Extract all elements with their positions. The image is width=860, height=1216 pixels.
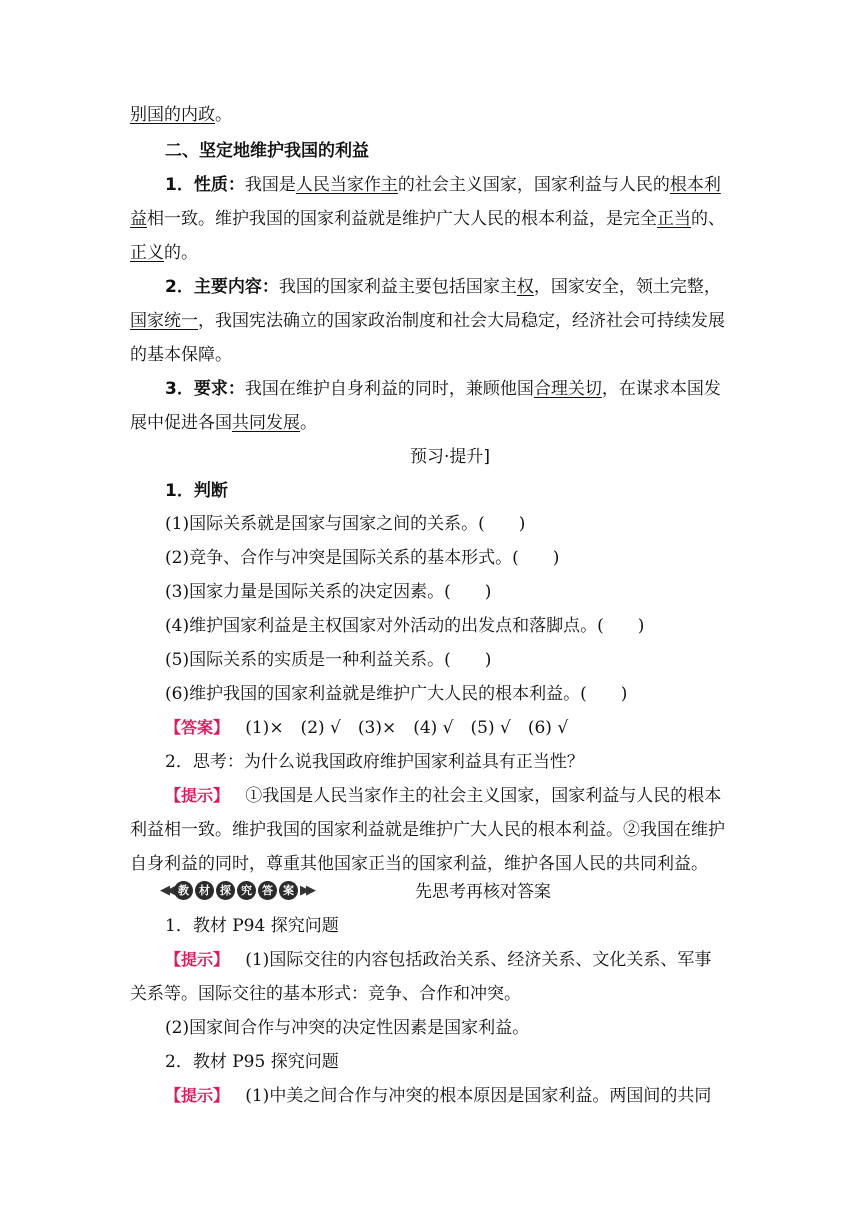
text-line: 正义的。 bbox=[130, 243, 198, 263]
text-line: 别国的内政。 bbox=[130, 105, 232, 125]
judge-item: (3)国家力量是国际关系的决定因素。( ) bbox=[165, 582, 492, 602]
explore-heading: 1．教材 P94 探究问题 bbox=[165, 916, 339, 936]
banner-char: 究 bbox=[237, 881, 256, 900]
text-line: 1．性质：我国是人民当家作主的社会主义国家，国家利益与人民的根本利 bbox=[165, 175, 721, 195]
text-line: 2．主要内容：我国的国家利益主要包括国家主权，国家安全，领土完整， bbox=[165, 277, 721, 297]
judge-item: (5)国际关系的实质是一种利益关系。( ) bbox=[165, 650, 492, 670]
text-line: 3．要求：我国在维护自身利益的同时，兼顾他国合理关切，在谋求本国发 bbox=[165, 379, 721, 399]
hint-tag: 【提示】 bbox=[165, 1086, 230, 1105]
banner-char: 材 bbox=[195, 881, 214, 900]
hint-line: (2)国家间合作与冲突的决定性因素是国家利益。 bbox=[165, 1018, 530, 1038]
banner-char: 案 bbox=[279, 881, 298, 900]
double-left-arrow-icon: ◀◀ bbox=[160, 882, 172, 898]
answer-tag: 【答案】 bbox=[165, 718, 230, 737]
hint-line: 自身利益的同时，尊重其他国家正当的国家利益，维护各国人民的共同利益。 bbox=[130, 854, 708, 874]
hint-line: 关系等。国际交往的基本形式：竞争、合作和冲突。 bbox=[130, 984, 521, 1004]
text-line: 展中促进各国共同发展。 bbox=[130, 413, 317, 433]
hint-line: 【提示】 (1)中美之间合作与冲突的根本原因是国家利益。两国间的共同 bbox=[165, 1086, 712, 1106]
hint-tag: 【提示】 bbox=[165, 786, 230, 805]
judge-heading: 1．判断 bbox=[165, 481, 228, 501]
section-heading: 二、坚定地维护我国的利益 bbox=[165, 141, 369, 161]
judge-item: (4)维护国家利益是主权国家对外活动的出发点和落脚点。( ) bbox=[165, 616, 645, 636]
banner-char: 探 bbox=[216, 881, 235, 900]
section-title-preview: 预习·提升] bbox=[410, 447, 491, 467]
judge-item: (1)国际关系就是国家与国家之间的关系。( ) bbox=[165, 514, 526, 534]
text-line: 的基本保障。 bbox=[130, 345, 232, 365]
textbook-explore-banner bbox=[160, 878, 312, 902]
banner-subtitle: 先思考再核对答案 bbox=[415, 882, 551, 902]
answer-line: 【答案】 (1)× (2) √ (3)× (4) √ (5) √ (6) √ bbox=[165, 718, 569, 738]
text-line: 益相一致。维护我国的国家利益就是维护广大人民的根本利益，是完全正当的、 bbox=[130, 209, 725, 229]
hint-line: 【提示】 (1)国际交往的内容包括政治关系、经济关系、文化关系、军事 bbox=[165, 950, 712, 970]
hint-line: 【提示】 ①我国是人民当家作主的社会主义国家，国家利益与人民的根本 bbox=[165, 786, 722, 806]
banner-char: 答 bbox=[258, 881, 277, 900]
banner-char: 教 bbox=[174, 881, 193, 900]
think-question: 2．思考：为什么说我国政府维护国家利益具有正当性？ bbox=[165, 752, 584, 772]
judge-item: (2)竞争、合作与冲突是国际关系的基本形式。( ) bbox=[165, 548, 560, 568]
text-line: 国家统一，我国宪法确立的国家政治制度和社会大局稳定，经济社会可持续发展 bbox=[130, 311, 725, 331]
hint-tag: 【提示】 bbox=[165, 950, 230, 969]
hint-line: 利益相一致。维护我国的国家利益就是维护广大人民的根本利益。②我国在维护 bbox=[130, 820, 725, 840]
explore-heading: 2．教材 P95 探究问题 bbox=[165, 1052, 339, 1072]
judge-item: (6)维护我国的国家利益就是维护广大人民的根本利益。( ) bbox=[165, 684, 628, 704]
double-right-arrow-icon: ▶▶ bbox=[300, 882, 312, 898]
